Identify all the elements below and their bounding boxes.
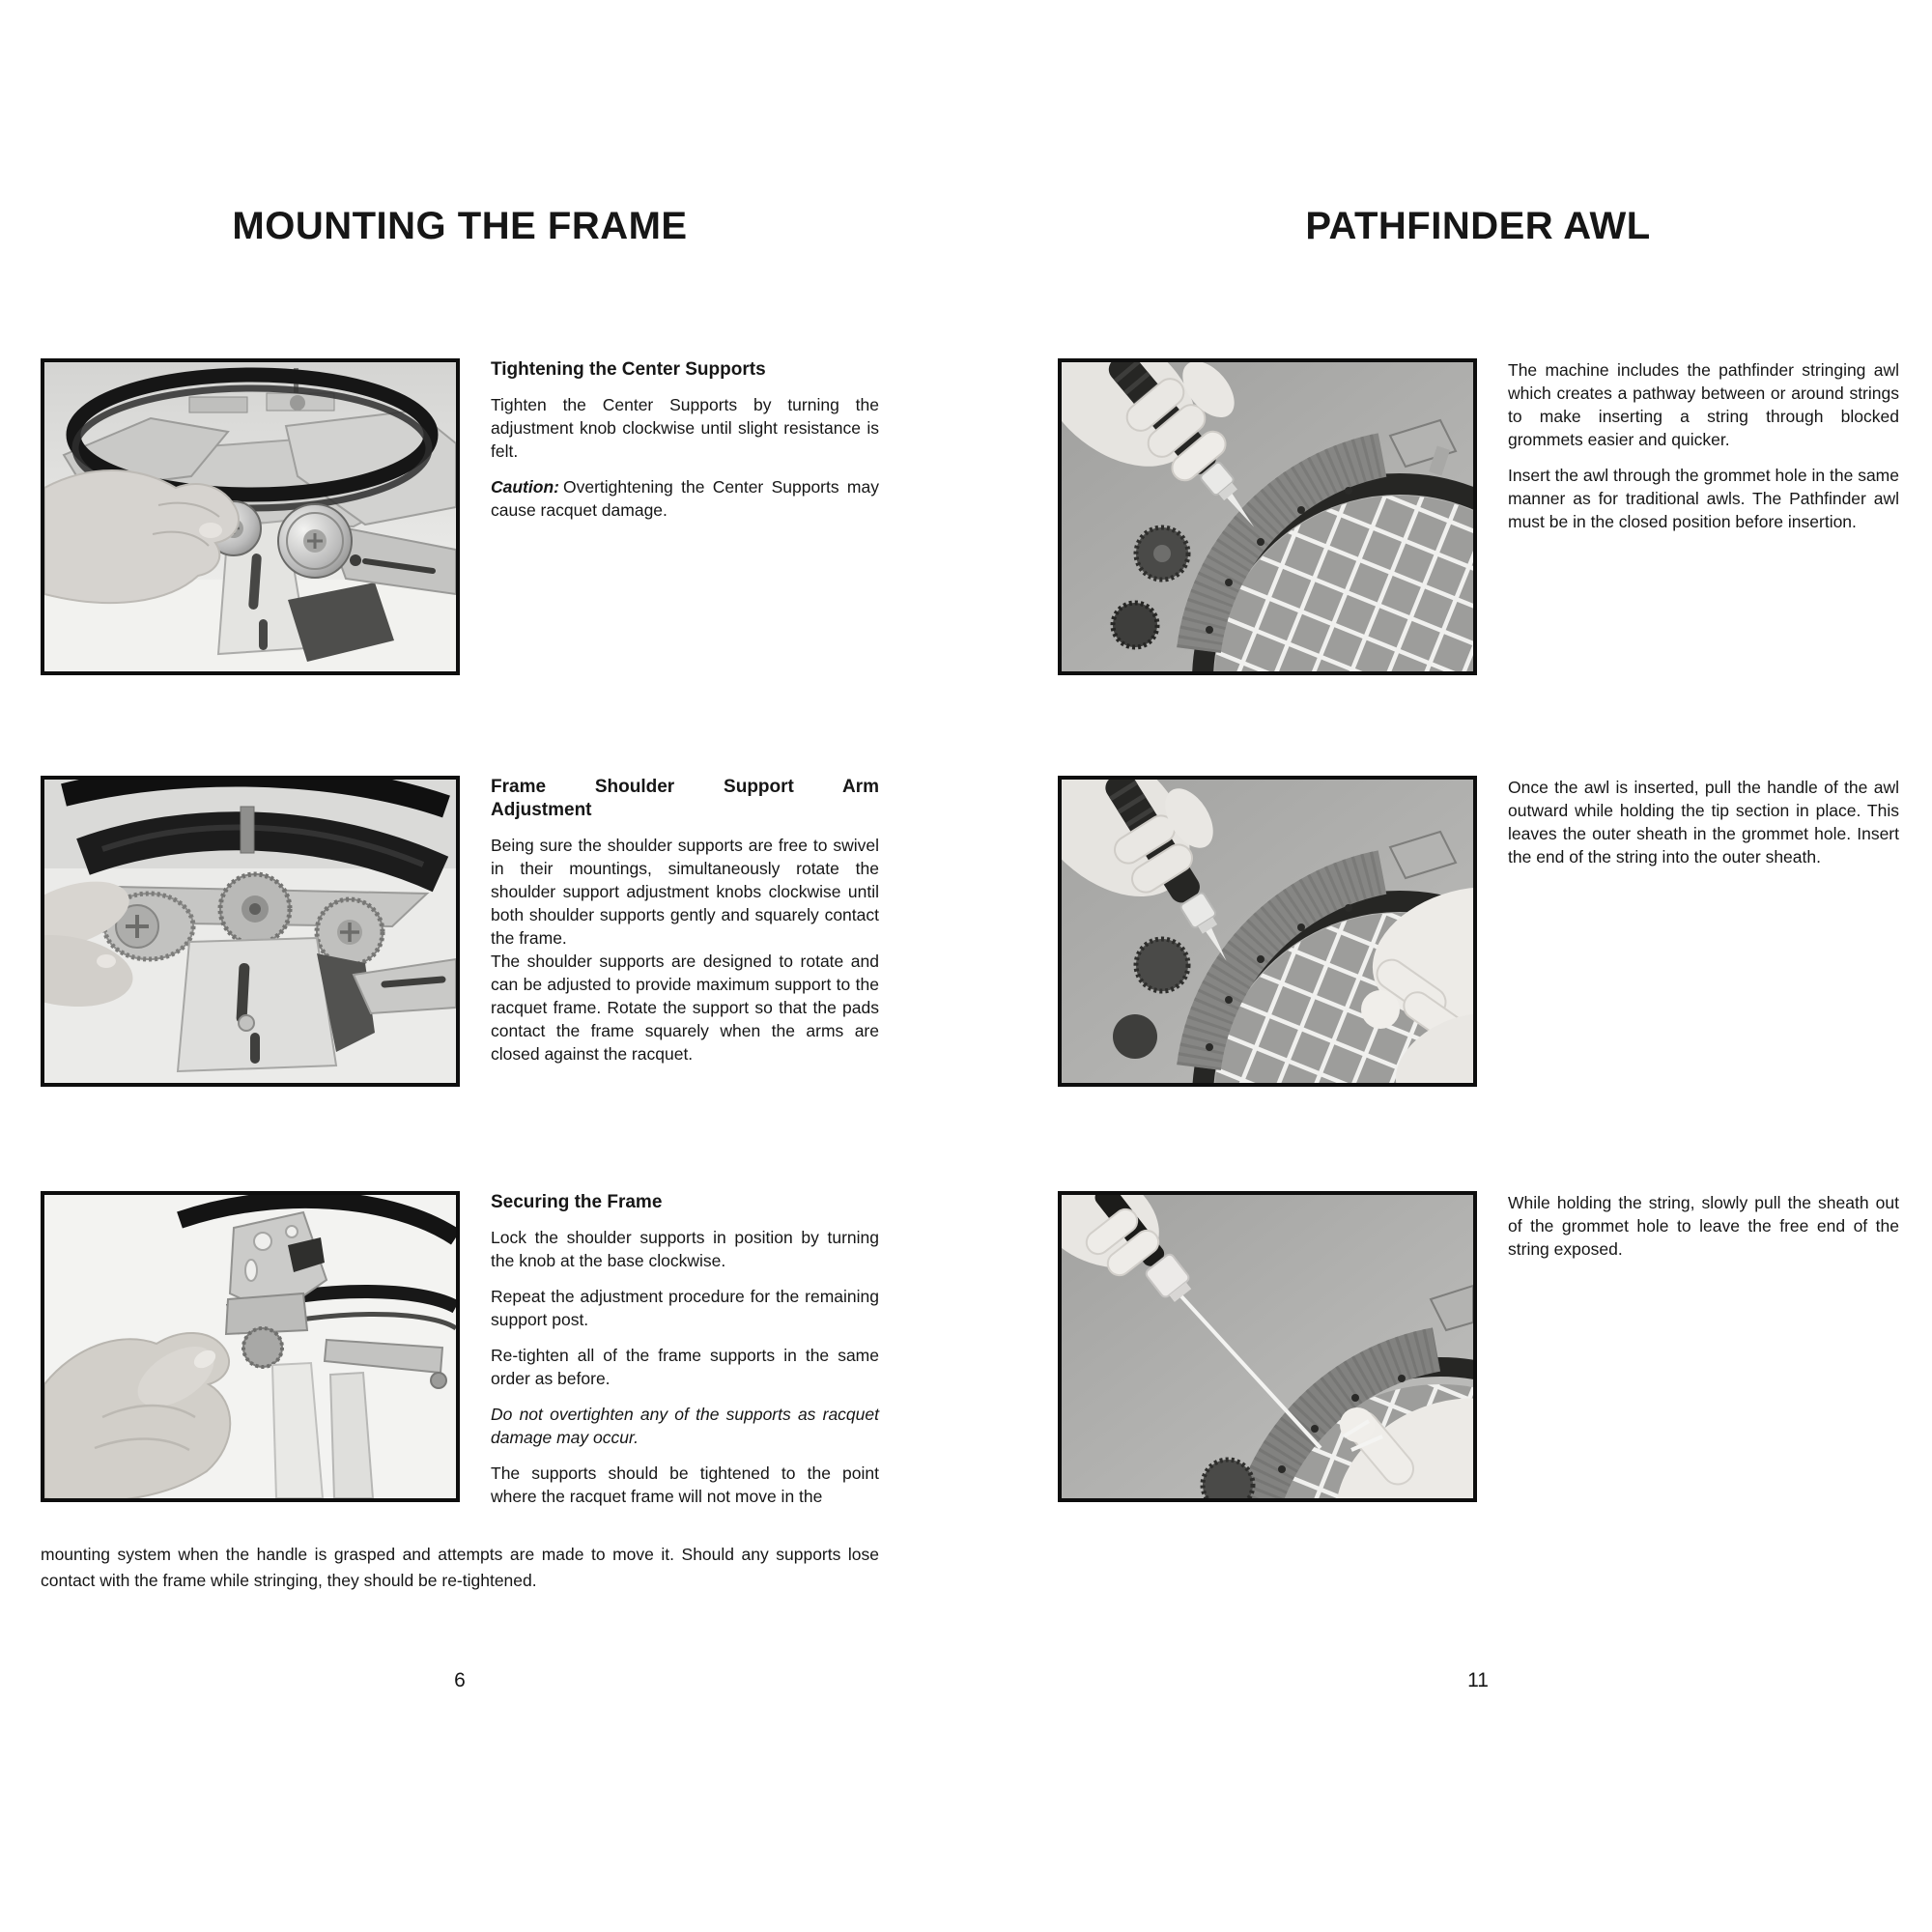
section-heading: Securing the Frame bbox=[491, 1192, 663, 1212]
left-page-title: MOUNTING THE FRAME bbox=[232, 205, 688, 247]
section-text bbox=[1508, 776, 1899, 868]
left-section-3 bbox=[41, 1191, 879, 1508]
photo-shoulder-support-adjustment bbox=[41, 776, 460, 1087]
wraparound-paragraph: mounting system when the handle is grasped and attempts are made to move it. Should any supports lose contact with the frame while stringing, they should be re-tightened. bbox=[41, 1545, 879, 1590]
left-page-number: 6 bbox=[454, 1669, 466, 1691]
paragraph: Re-tighten all of the frame supports in the same order as before. bbox=[491, 1346, 879, 1388]
right-page-title: PATHFINDER AWL bbox=[1305, 205, 1651, 247]
paragraph: Repeat the adjustment procedure for the remaining support post. bbox=[491, 1287, 879, 1329]
heading-line-2: Adjustment bbox=[491, 800, 592, 820]
paragraph: Tighten the Center Supports by turning the adjustment knob clockwise until slight resistance is felt. bbox=[491, 395, 879, 461]
italic-note: Do not overtighten any of the supports as racquet damage may occur. bbox=[491, 1405, 879, 1447]
section-text bbox=[1508, 358, 1899, 533]
paragraph: The shoulder supports are designed to rotate and can be adjusted to provide maximum support to the racquet frame. Rotate the support so that the pads contact the frame squarely when the arms are closed against the racquet. bbox=[491, 952, 879, 1064]
shoulder-support-photo-illustration bbox=[44, 780, 456, 1083]
photo-awl-pull-handle bbox=[1058, 776, 1477, 1087]
awl-two-hands-photo-illustration bbox=[1062, 780, 1473, 1083]
left-section-1 bbox=[41, 358, 879, 675]
section-text bbox=[491, 776, 879, 1065]
photo-tightening-center-supports bbox=[41, 358, 460, 675]
caution-text: Overtightening the Center Supports may cause racquet damage. bbox=[491, 477, 879, 520]
paragraph: Insert the awl through the grommet hole in the same manner as for traditional awls. The Pathfinder awl must be in the closed position before insertion. bbox=[1508, 466, 1899, 531]
paragraph-continued: The supports should be tightened to the point where the racquet frame will not move in the bbox=[491, 1463, 879, 1506]
paragraph: The machine includes the pathfinder stringing awl which creates a pathway between or around strings to make inserting a string through blocked grommets easier and quicker. bbox=[1508, 360, 1899, 449]
right-section-1 bbox=[1058, 358, 1899, 675]
paragraph: While holding the string, slowly pull the sheath out of the grommet hole to leave the free end of the string exposed. bbox=[1508, 1193, 1899, 1259]
mounting-machine-photo-illustration bbox=[44, 362, 456, 671]
caution-paragraph bbox=[491, 475, 879, 522]
section-text bbox=[491, 1191, 879, 1508]
right-page-number: 11 bbox=[1467, 1669, 1489, 1691]
left-section-2 bbox=[41, 776, 879, 1087]
section-text bbox=[1508, 1191, 1899, 1261]
sheath-string-photo-illustration bbox=[1062, 1195, 1473, 1498]
right-section-3 bbox=[1058, 1191, 1899, 1502]
photo-pull-sheath-out bbox=[1058, 1191, 1477, 1502]
heading-line-1: Frame Shoulder Support Arm bbox=[491, 777, 879, 797]
section-heading: Tightening the Center Supports bbox=[491, 359, 766, 380]
photo-securing-the-frame bbox=[41, 1191, 460, 1502]
paragraph: Once the awl is inserted, pull the handle of the awl outward while holding the tip section in place. This leaves the outer sheath in the grommet hole. Insert the end of the string into the outer sheath. bbox=[1508, 778, 1899, 867]
base-knob-photo-illustration bbox=[44, 1195, 456, 1498]
caution-label: Caution: bbox=[491, 477, 559, 497]
paragraph: Lock the shoulder supports in position by turning the knob at the base clockwise. bbox=[491, 1228, 879, 1270]
right-section-2 bbox=[1058, 776, 1899, 1087]
section-heading bbox=[491, 776, 879, 822]
photo-awl-insertion bbox=[1058, 358, 1477, 675]
section-text bbox=[491, 358, 879, 522]
pathfinder-awl-photo-illustration bbox=[1062, 362, 1473, 671]
paragraph: Being sure the shoulder supports are free to swivel in their mountings, simultaneously rotate the shoulder support adjustment knobs clockwise until both shoulder supports gently and squarely contact the frame. bbox=[491, 836, 879, 948]
